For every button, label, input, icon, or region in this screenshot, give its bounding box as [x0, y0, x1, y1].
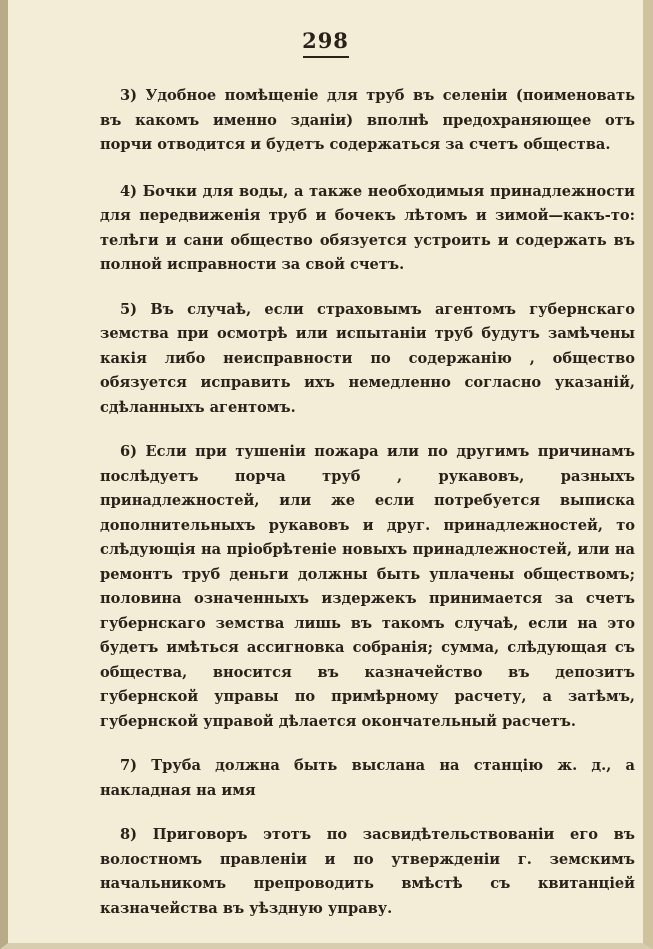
paragraph-7: 7) Труба должна быть выслана на станцію ж. д., а накладная на имя: [100, 757, 635, 799]
paragraph-6: 6) Если при тушеніи пожара или по другимъ причинамъ послѣдуетъ порча труб , рукавовъ, разныхъ принадлежностей, или же если потребуется выписка дополнительныхъ рукавовъ и друг. принадлежностей, то слѣдующія на пріобрѣтеніе новыхъ принадлежностей, или на ремонтъ труб деньги должны быть уплачены обществомъ; половина означенныхъ издержекъ принимается за счетъ губернскаго земства лишь въ такомъ случаѣ, если на это будетъ имѣться ассигновка собранія; сумма, слѣдующая съ общества, вносится въ казначейство въ депозитъ губернской управы по примѣрному расчету, а затѣмъ, губернской управой дѣлается окончательный расчетъ.: [100, 443, 635, 730]
paragraph-8: 8) Приговоръ этотъ по засвидѣтельствованіи его въ волостномъ правленіи и по утвержденіи г. земскимъ начальникомъ препроводить вмѣстѣ съ квитанціей казначейства въ уѣздную управу.: [100, 826, 635, 917]
paragraph-4: 4) Бочки для воды, а также необходимыя принадлежности для передвиженія труб и бочекъ лѣтомъ и зимой—какъ-то: телѣги и сани общество обязуется устроить и содержать въ полной исправности за свой счетъ.: [100, 182, 635, 273]
page-number: 298: [8, 28, 643, 58]
paragraph-3: 3) Удобное помѣщеніе для труб въ селеніи (поименовать въ какомъ именно зданіи) вполнѣ предохраняющее отъ порчи отводится и будетъ содержаться за счетъ общества.: [100, 87, 635, 153]
document-body: [100, 84, 635, 941]
paragraph-5: 5) Въ случаѣ, если страховымъ агентомъ губернскаго земства при осмотрѣ или испытаніи труб будутъ замѣчены какія либо неисправности по содержанію , общество обязуется исправить ихъ немедленно согласно указаній, сдѣланныхъ агентомъ.: [100, 300, 635, 416]
